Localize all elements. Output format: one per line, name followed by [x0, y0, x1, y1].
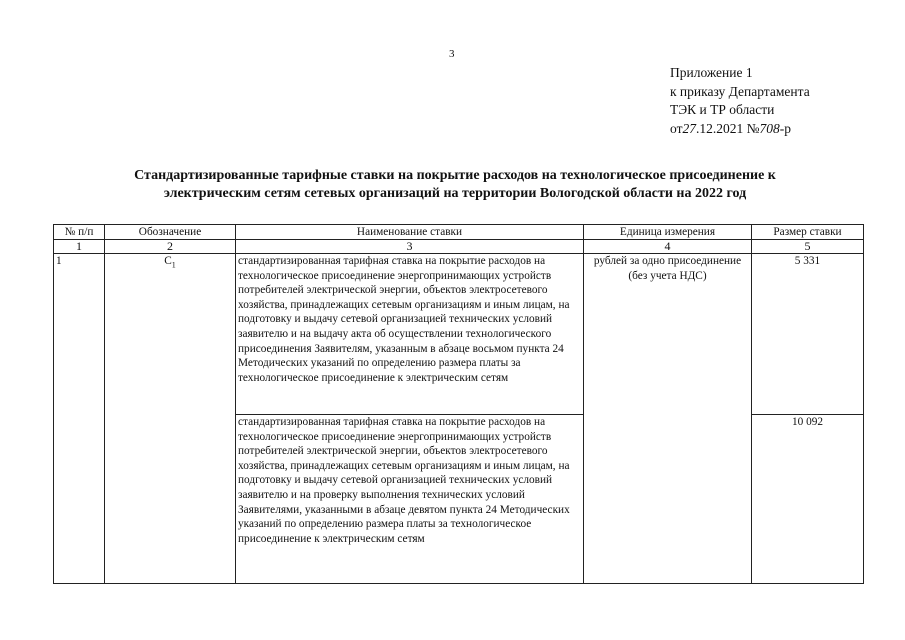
row-number: 1	[54, 254, 105, 584]
header-unit: Единица измерения	[584, 225, 752, 240]
date-prefix: от	[670, 120, 683, 136]
date-day: 27	[682, 120, 696, 136]
appendix-line-1: Приложение 1	[670, 65, 753, 80]
tariff-rates-table	[53, 224, 864, 584]
appendix-date-line	[670, 120, 810, 139]
rate-name: стандартизированная тарифная ставка на покрытие расходов на технологическое присоединение энергопринимающих устройств потребителей электрической энергии, объектов электросетевого хозяйства, принадлежащих сетевым организациям и иным лицам, на подготовку и выдачу сетевой организацией технических условий заявителю и на проверку выполнения технических условий Заявителями, указанными в абзаце девятом пункта 24 Методических указаний по определению размера платы за технологическое присоединение к электрическим сетям	[236, 415, 584, 584]
column-number: 2	[105, 240, 236, 254]
header-designation: Обозначение	[105, 225, 236, 240]
rate-unit: рублей за одно присоединение (без учета НДС)	[584, 254, 752, 584]
order-suffix: -р	[779, 120, 791, 136]
table-row	[54, 254, 864, 415]
page-number: 3	[449, 48, 455, 60]
designation-letter: C	[164, 255, 172, 267]
header-name: Наименование ставки	[236, 225, 584, 240]
rate-designation	[105, 254, 236, 584]
title-line-1: Стандартизированные тарифные ставки на покрытие расходов на технологическое присоединение к	[134, 168, 776, 183]
header-value: Размер ставки	[752, 225, 864, 240]
header-num: № п/п	[54, 225, 105, 240]
designation-subscript: 1	[171, 260, 176, 270]
column-numbers-row	[54, 240, 864, 254]
rate-value: 5 331	[752, 254, 864, 415]
appendix-header	[670, 64, 810, 138]
date-rest: .12.2021 №	[695, 120, 760, 136]
column-number: 5	[752, 240, 864, 254]
column-number: 1	[54, 240, 105, 254]
column-number: 3	[236, 240, 584, 254]
table-header-row	[54, 225, 864, 240]
document-title	[60, 167, 850, 203]
rate-value: 10 092	[752, 415, 864, 584]
appendix-line-2: к приказу Департамента	[670, 83, 810, 99]
appendix-line-3: ТЭК и ТР области	[670, 102, 775, 117]
title-line-2: электрическим сетям сетевых организаций на территории Вологодской области на 2022 год	[163, 186, 747, 201]
column-number: 4	[584, 240, 752, 254]
rate-name: стандартизированная тарифная ставка на покрытие расходов на технологическое присоединение энергопринимающих устройств потребителей электрической энергии, объектов электросетевого хозяйства, принадлежащих сетевым организациям и иным лицам, на подготовку и выдачу сетевой организацией технических условий заявителю и на выдачу акта об осуществлении технологического присоединения Заявителям, указанным в абзаце восьмом пункта 24 Методических указаний по определению размера платы за технологическое присоединение к электрическим сетям	[236, 254, 584, 415]
order-number: 708	[759, 120, 780, 136]
